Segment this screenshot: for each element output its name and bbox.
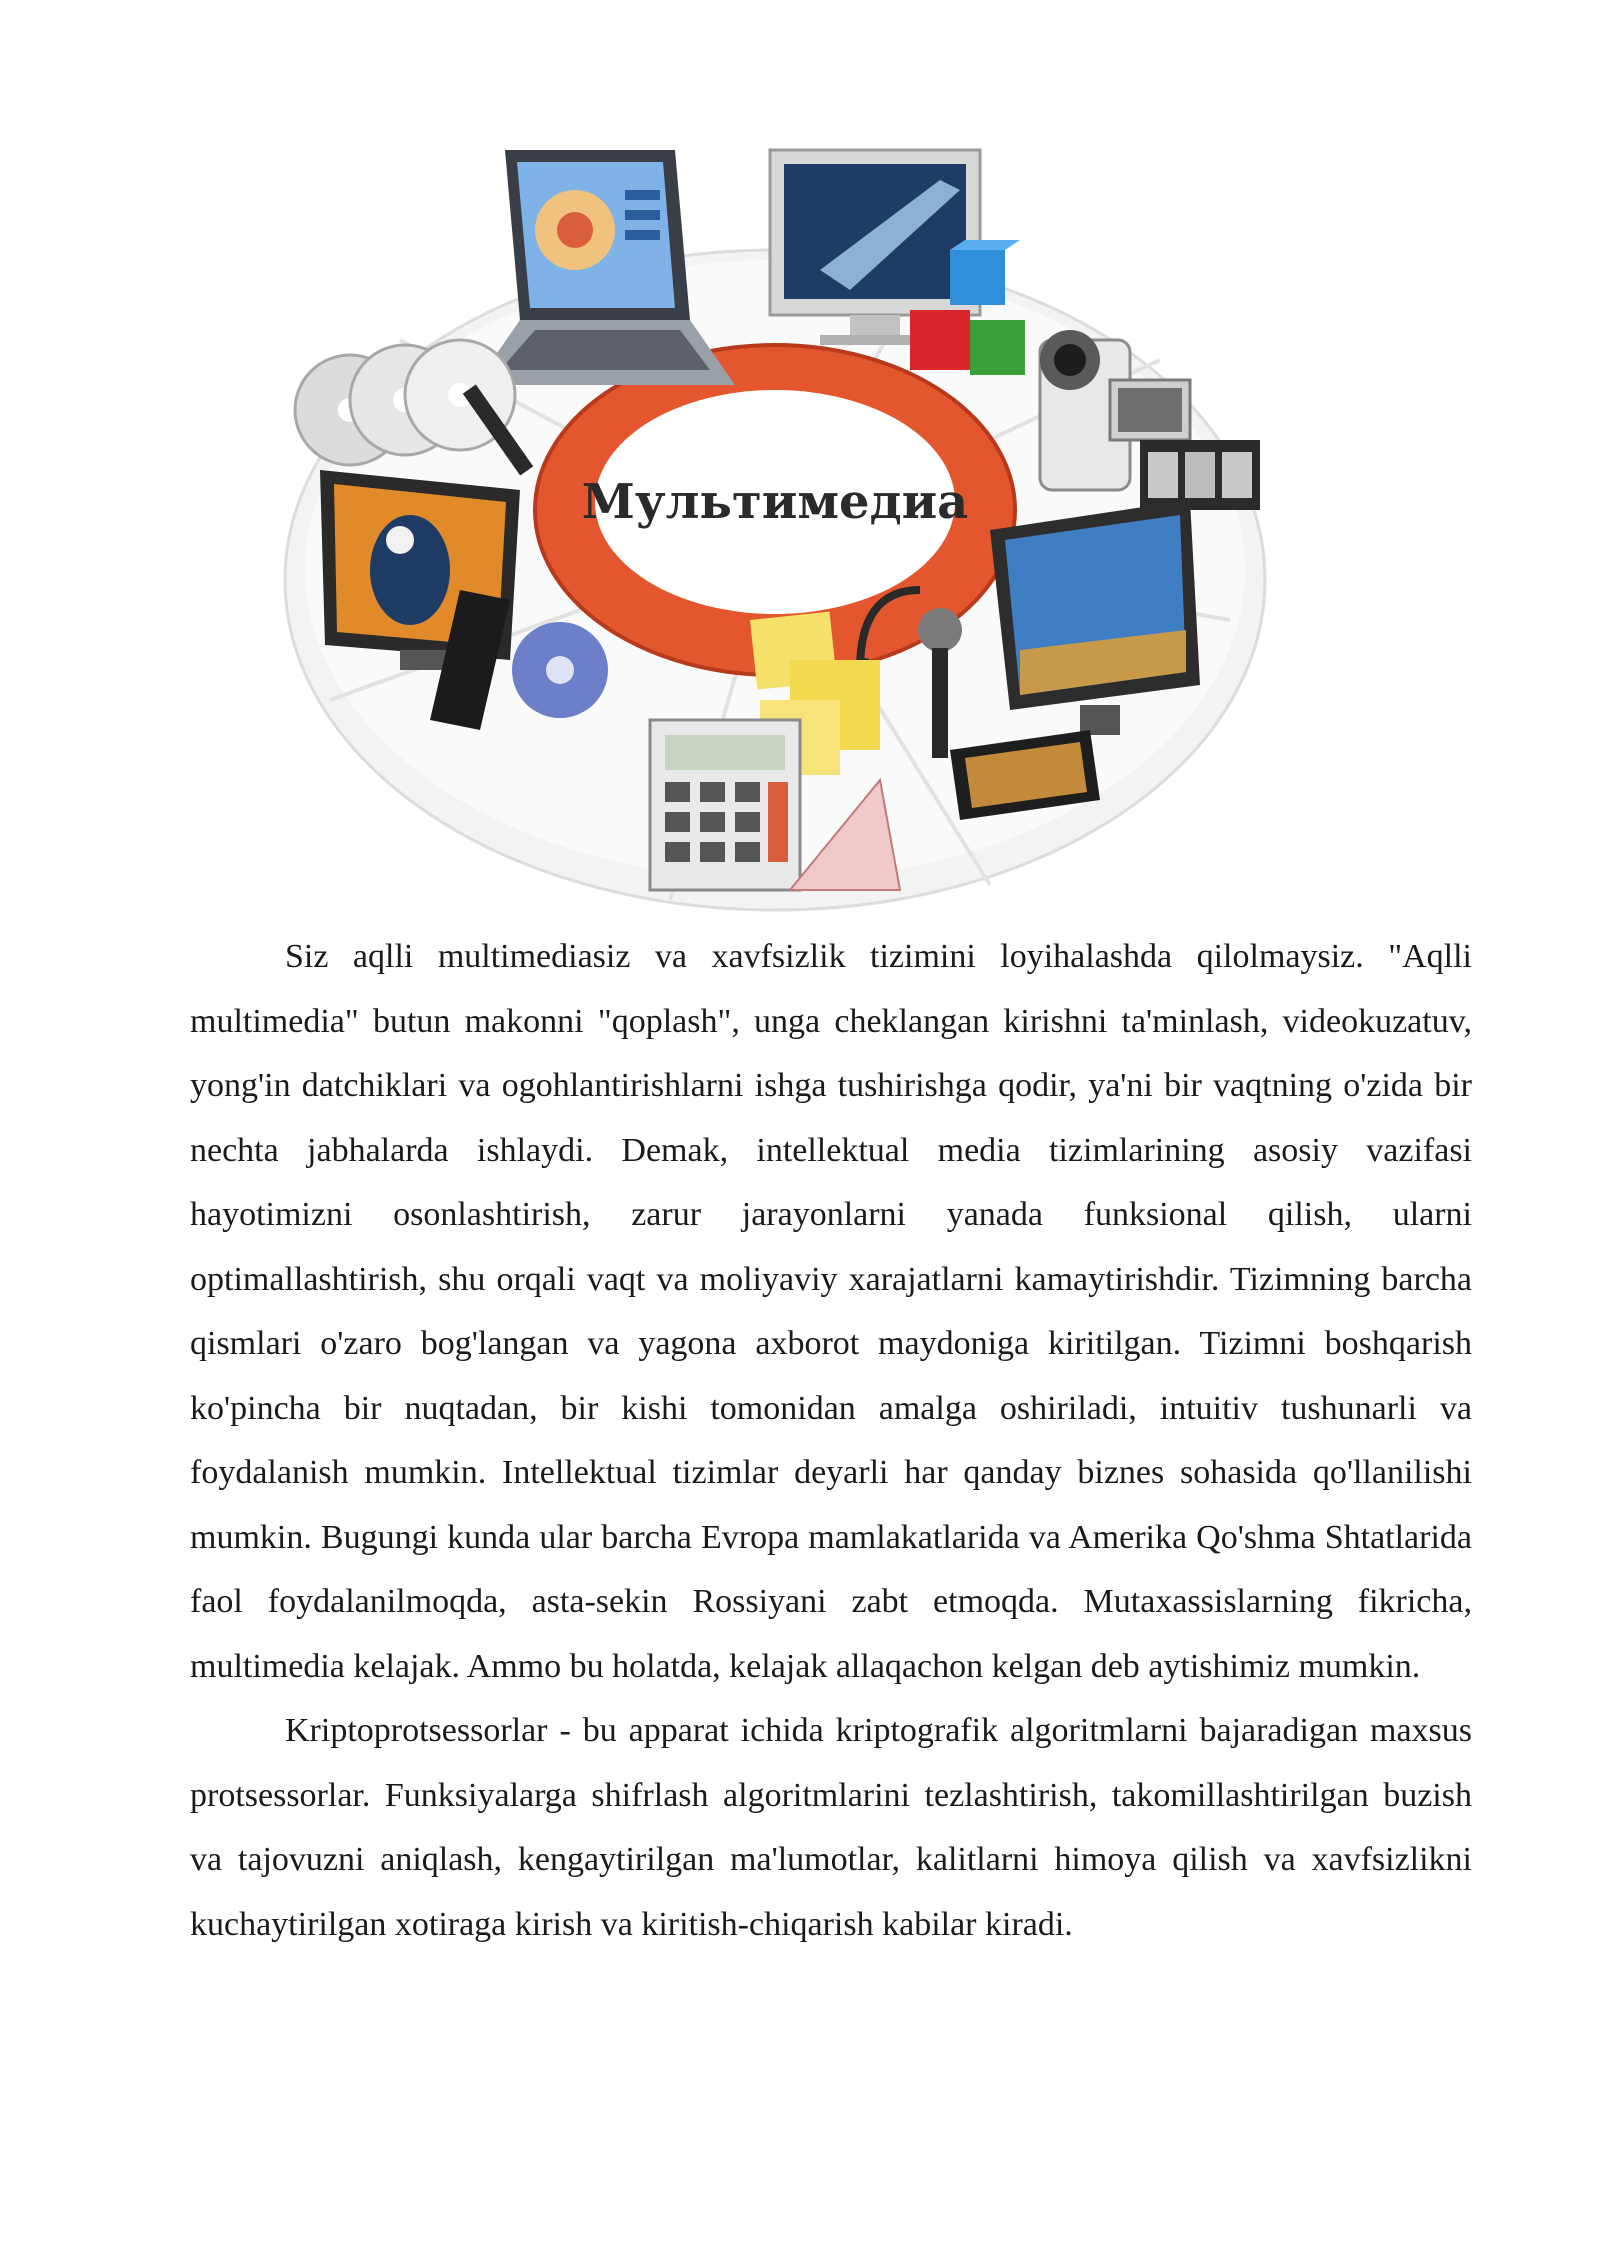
film-strip-icon	[1140, 440, 1260, 510]
center-label: Мультимедиа	[581, 474, 969, 530]
body-text	[190, 925, 1472, 1957]
paragraph-multimedia: Siz aqlli multimediasiz va xavfsizlik tizimini loyihalashda qilolmaysiz. "Aqlli multimedia" butun makonni "qoplash", unga cheklangan kirishni ta'minlash, videokuzatuv, yong'in datchiklari va ogohlantirishlarni ishga tushirishga qodir, ya'ni bir vaqtning o'zida bir nechta jabhalarda ishlaydi. Demak, intellektual media tizimlarining asosiy vazifasi hayotimizni osonlashtirish, zarur jarayonlarni yanada funksional qilish, ularni optimallashtirish, shu orqali vaqt va moliyaviy xarajatlarni kamaytirishdir. Tizimning barcha qismlari o'zaro bog'langan va yagona axborot maydoniga kiritilgan. Tizimni boshqarish ko'pincha bir nuqtadan, bir kishi tomonidan amalga oshiriladi, intuitiv tushunarli va foydalanish mumkin. Intellektual tizimlar deyarli har qanday biznes sohasida qo'llanilishi mumkin. Bugungi kunda ular barcha Evropa mamlakatlarida va Amerika Qo'shma Shtatlarida faol foydalanilmoqda, asta-sekin Rossiyani zabt etmoqda. Mutaxassislarning fikricha, multimedia kelajak. Ammo bu holatda, kelajak allaqachon kelgan deb aytishimiz mumkin.	[190, 938, 1472, 1685]
multimedia-illustration	[270, 140, 1280, 920]
paragraph-cryptoprocessors: Kriptoprotsessorlar - bu apparat ichida kriptografik algoritmlarni bajaradigan maxsus protsessorlar. Funksiyalarga shifrlash algoritmlarini tezlashtirish, takomillashtirilgan buzish va tajovuzni aniqlash, kengaytirilgan ma'lumotlar, kalitlarni himoya qilish va xavfsizlikni kuchaytirilgan xotiraga kirish va kiritish-chiqarish kabilar kiradi.	[190, 1712, 1472, 1943]
calculator-icon	[650, 720, 800, 890]
